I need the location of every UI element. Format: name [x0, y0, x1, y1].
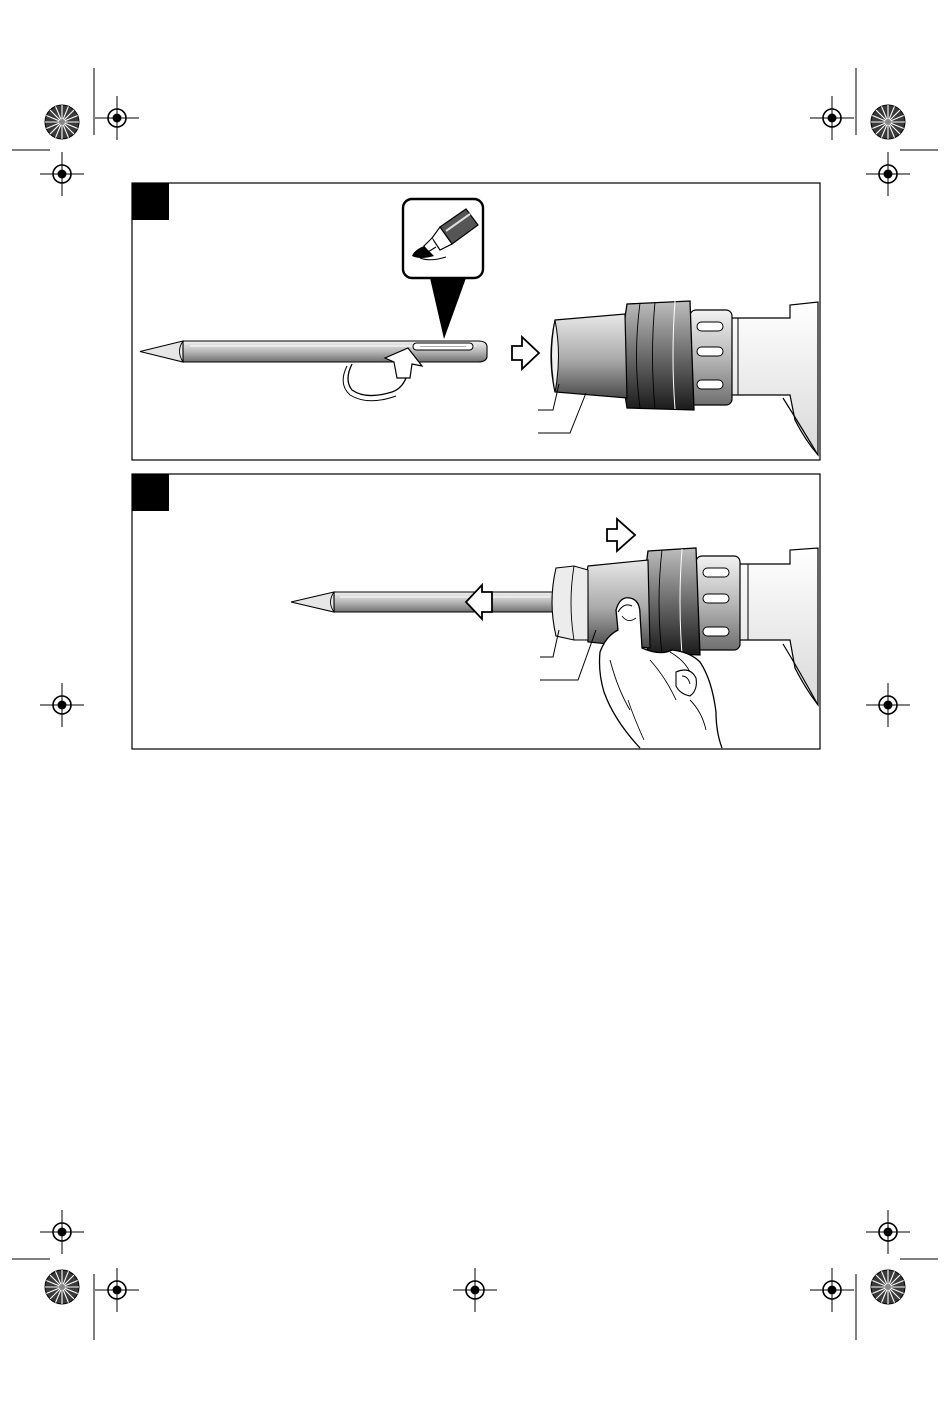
crosshair-mark [40, 152, 84, 196]
figure-2-remove-bit [132, 474, 820, 749]
crosshair-mark [95, 1268, 139, 1312]
figure-1-step-marker [132, 183, 169, 220]
crosshair-mark [453, 1268, 497, 1312]
color-wheel-mark [45, 105, 79, 139]
crosshair-mark [95, 96, 139, 140]
crosshair-mark [866, 152, 910, 196]
color-wheel-mark [871, 1270, 905, 1304]
crosshair-mark [40, 683, 84, 727]
color-wheel-mark [45, 1270, 79, 1304]
figure-1-insert-bit [132, 183, 820, 460]
chisel-bit [291, 592, 556, 612]
crosshair-mark [866, 683, 910, 727]
crosshair-mark [810, 1268, 854, 1312]
crosshair-mark [40, 1210, 84, 1254]
crosshair-mark [810, 96, 854, 140]
chisel-bit [140, 341, 487, 362]
color-wheel-mark [871, 105, 905, 139]
figure-2-step-marker [132, 474, 169, 511]
crosshair-mark [866, 1210, 910, 1254]
